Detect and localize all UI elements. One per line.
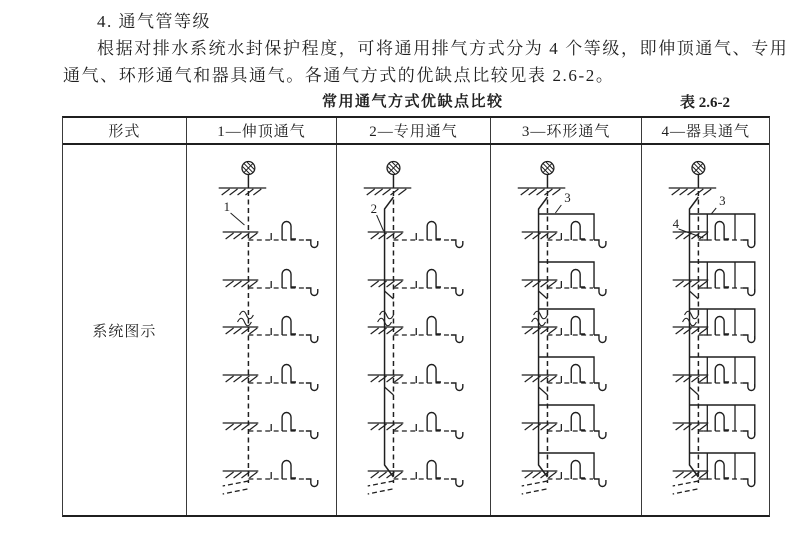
loop-vent-diagram-cell [490,145,642,515]
fixture-vent-diagram [642,145,769,515]
table-title: 常用通气方式优缺点比较 [322,94,504,110]
section-heading: 4. 通气管等级 [97,12,211,31]
header-cell-dedicated-vent: 2—专用通气 [336,118,490,143]
row-label-system-diagram: 系统图示 [92,323,157,340]
paragraph-line-1: 根据对排水系统水封保护程度，可将通用排气方式分为 4 个等级，即伸顶通气、专用 [97,39,789,58]
stack-vent-diagram-cell [186,145,337,515]
table-number: 表 2.6-2 [680,95,730,111]
paragraph-line-2: 通气、环形通气和器具通气。各通气方式的优缺点比较见表 2.6-2。 [63,66,615,85]
callout-label-4: 4 [673,215,680,232]
callout-label-2: 2 [370,200,378,217]
dedicated-vent-diagram [337,145,490,515]
callout-label-1: 1 [223,198,230,215]
callout-label-3: 3 [564,189,571,206]
header-cell-loop-vent: 3—环形通气 [490,118,642,143]
table-header-row [63,118,769,145]
dedicated-vent-diagram-cell [336,145,490,515]
table-body-row [63,145,769,515]
comparison-table [62,116,770,517]
loop-vent-diagram [491,145,642,515]
header-cell-form: 形式 [108,124,141,140]
callout-label-3: 3 [719,192,726,209]
fixture-vent-diagram-cell [641,145,769,515]
stack-vent-diagram [187,145,337,515]
header-cell-fixture-vent: 4—器具通气 [641,118,769,143]
header-cell-stack-vent: 1—伸顶通气 [186,118,337,143]
